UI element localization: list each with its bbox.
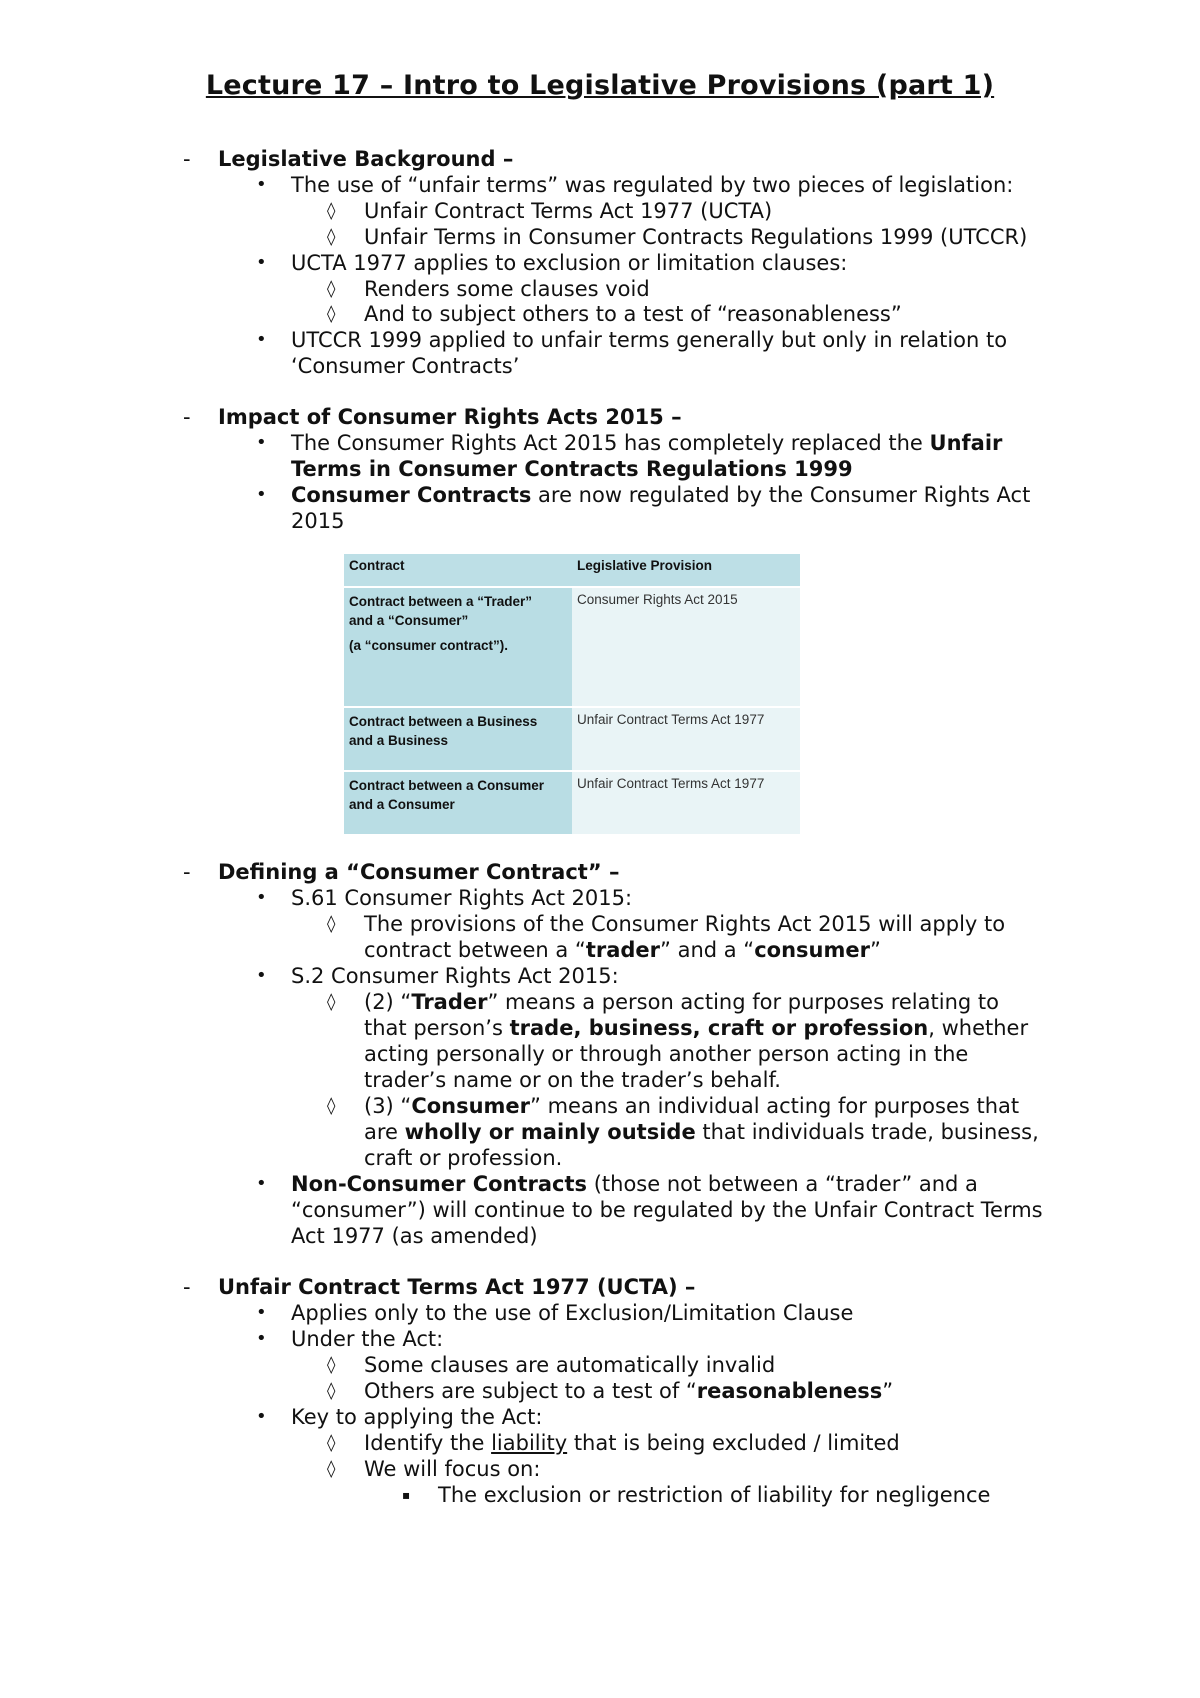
text-run: Identify the [364,1431,492,1455]
bullet-text: S.2 Consumer Rights Act 2015: [291,964,619,988]
table-row [344,707,800,771]
text-run: that is being excluded / limited [567,1431,900,1455]
legislation-table [344,554,800,834]
cell-text: Contract between a Consumer [349,778,545,793]
text-run: Others are subject to a test of “ [364,1379,697,1403]
cell-text: Contract between a Business [349,714,538,729]
text-run-bold: Consumer Contracts [291,483,532,507]
bullet-text: Under the Act: [291,1327,444,1351]
table-row [344,587,800,707]
text-run: The Consumer Rights Act 2015 has completely replaced the [291,431,930,455]
bullet-text: The use of “unfair terms” was regulated by two pieces of legislation: [291,173,1014,197]
sub-bullet-text-continued: trader’s name or on the trader’s behalf. [364,1068,781,1092]
bullet-marker: • [256,174,267,195]
section-heading-impact-cra: Impact of Consumer Rights Acts 2015 – [218,405,682,429]
bullet-marker: • [256,484,267,505]
bullet-text: Key to applying the Act: [291,1405,543,1429]
text-run: (those not between a “trader” and a [587,1172,978,1196]
bullet-text-continued: Terms in Consumer Contracts Regulations 1999 [291,457,853,481]
bullet-text: UCTA 1977 applies to exclusion or limitation clauses: [291,251,848,275]
sub-bullet-text [364,989,999,1015]
cell-text: and a Consumer [349,797,455,812]
bullet-text-continued: 2015 [291,509,345,533]
bullet-text [291,430,1002,456]
sub-bullet-text: We will focus on: [364,1457,541,1481]
diamond-marker: ◊ [327,227,336,247]
sub-bullet-text-continued: acting personally or through another person acting in the [364,1042,969,1066]
table-cell-contract [344,707,572,771]
sub-bullet-text: And to subject others to a test of “reasonableness” [364,302,902,326]
bullet-text-continued: “consumer”) will continue to be regulated by the Unfair Contract Terms [291,1198,1043,1222]
text-run: are now regulated by the Consumer Rights Act [531,483,1031,507]
dash-marker: - [183,860,191,884]
bullet-marker: • [256,1173,267,1194]
text-run-underlined: liability [491,1431,568,1455]
text-run: (3) “ [364,1094,412,1118]
bullet-text-continued: ‘Consumer Contracts’ [291,354,520,378]
section-heading-legislative-background: Legislative Background – [218,147,514,171]
bullet-text-continued: Act 1977 (as amended) [291,1224,538,1248]
section-heading-ucta: Unfair Contract Terms Act 1977 (UCTA) – [218,1275,696,1299]
table-cell-provision: Consumer Rights Act 2015 [572,587,800,707]
text-run: , whether [928,1016,1029,1040]
diamond-marker: ◊ [327,279,336,299]
bullet-text: UTCCR 1999 applied to unfair terms generally but only in relation to [291,328,1008,352]
diamond-marker: ◊ [327,304,336,324]
text-run-bold: Trader [411,990,488,1014]
section-heading-defining-consumer-contract: Defining a “Consumer Contract” – [218,860,620,884]
bullet-text [291,1171,978,1197]
cell-text: and a Business [349,733,449,748]
text-run: are [364,1120,405,1144]
text-run-bold: Consumer [411,1094,531,1118]
table-cell-provision: Unfair Contract Terms Act 1977 [572,707,800,771]
sub-bullet-text [364,1430,900,1456]
sub-bullet-text-continued [364,1119,1039,1145]
table-header-contract: Contract [344,554,572,587]
text-run: ” [869,938,881,962]
bullet-marker: • [256,329,267,350]
text-run: ” and a “ [660,938,755,962]
text-run-bold: trade, business, craft or profession [509,1016,929,1040]
text-run: (2) “ [364,990,412,1014]
table-row [344,771,800,834]
bullet-marker: • [256,965,267,986]
table-cell-provision: Unfair Contract Terms Act 1977 [572,771,800,834]
page-title: Lecture 17 – Intro to Legislative Provisions (part 1) [205,70,995,101]
table-header-provision: Legislative Provision [572,554,800,587]
square-marker: ▪ [402,1488,411,1502]
sub-bullet-text: Renders some clauses void [364,277,650,301]
sub-bullet-text: Unfair Contract Terms Act 1977 (UCTA) [364,199,773,223]
sub-bullet-text: The provisions of the Consumer Rights Act 2015 will apply to [364,912,1006,936]
text-run: ” means an individual acting for purposes that [530,1094,1020,1118]
diamond-marker: ◊ [327,1433,336,1453]
dash-marker: - [183,405,191,429]
bullet-text: Applies only to the use of Exclusion/Limitation Clause [291,1301,854,1325]
sub-bullet-text-continued [364,937,881,963]
diamond-marker: ◊ [327,201,336,221]
sub-bullet-text [364,1378,893,1404]
sub-sub-bullet-text: The exclusion or restriction of liability for negligence [438,1483,991,1507]
text-run-bold: Unfair [929,431,1003,455]
bullet-marker: • [256,1302,267,1323]
text-run: contract between a “ [364,938,586,962]
text-run-bold: wholly or mainly outside [404,1120,696,1144]
text-run-bold: trader [585,938,661,962]
diamond-marker: ◊ [327,1096,336,1116]
sub-bullet-text: Unfair Terms in Consumer Contracts Regulations 1999 (UTCCR) [364,225,1028,249]
text-run-bold: consumer [754,938,870,962]
text-run: ” [882,1379,894,1403]
text-run: that individuals trade, business, [695,1120,1039,1144]
text-run: that person’s [364,1016,510,1040]
text-run-bold: reasonableness [696,1379,883,1403]
diamond-marker: ◊ [327,914,336,934]
text-run-bold: Non-Consumer Contracts [291,1172,588,1196]
table-cell-contract [344,587,572,707]
sub-bullet-text [364,1093,1019,1119]
dash-marker: - [183,1275,191,1299]
bullet-marker: • [256,1406,267,1427]
diamond-marker: ◊ [327,1459,336,1479]
sub-bullet-text-continued [364,1015,1028,1041]
bullet-marker: • [256,1328,267,1349]
bullet-marker: • [256,887,267,908]
cell-text: (a “consumer contract”). [349,638,509,653]
diamond-marker: ◊ [327,1355,336,1375]
diamond-marker: ◊ [327,1381,336,1401]
table-cell-contract [344,771,572,834]
bullet-text: S.61 Consumer Rights Act 2015: [291,886,633,910]
text-run: ” means a person acting for purposes relating to [487,990,999,1014]
cell-text: Contract between a “Trader” [349,594,533,609]
bullet-text [291,482,1030,508]
dash-marker: - [183,147,191,171]
cell-text: and a “Consumer” [349,613,469,628]
bullet-marker: • [256,432,267,453]
diamond-marker: ◊ [327,992,336,1012]
sub-bullet-text: Some clauses are automatically invalid [364,1353,776,1377]
sub-bullet-text-continued: craft or profession. [364,1146,563,1170]
table-header-row [344,554,800,587]
bullet-marker: • [256,252,267,273]
